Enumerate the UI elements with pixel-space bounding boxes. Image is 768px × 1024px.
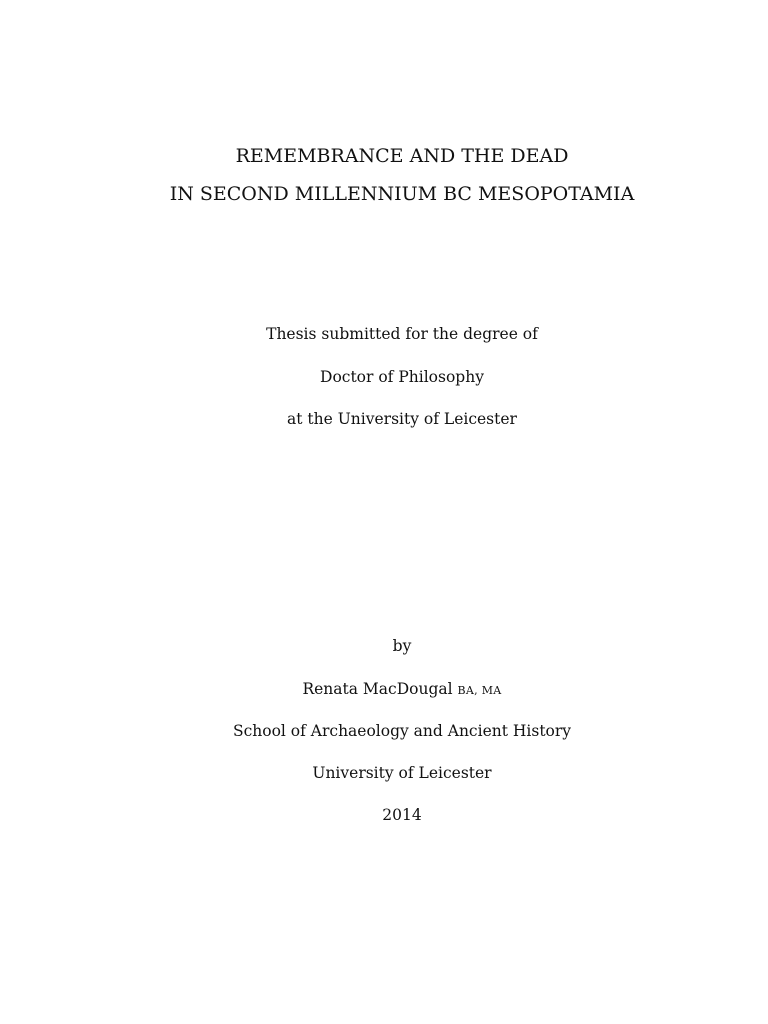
thesis-title-line-2: IN SECOND MILLENNIUM BC MESOPOTAMIA xyxy=(169,183,635,205)
university-name: University of Leicester xyxy=(312,764,492,782)
author-name: Renata MacDougal xyxy=(302,680,453,698)
school-name: School of Archaeology and Ancient History xyxy=(232,722,572,740)
author-qualifications: BA, MA xyxy=(457,684,502,697)
by-label: by xyxy=(392,637,412,655)
degree-statement: Thesis submitted for the degree of xyxy=(266,325,538,343)
submission-year: 2014 xyxy=(382,806,422,824)
thesis-title-line-1: REMEMBRANCE AND THE DEAD xyxy=(235,145,569,167)
author-line xyxy=(0,680,768,698)
degree-institution: at the University of Leicester xyxy=(287,410,517,428)
degree-name: Doctor of Philosophy xyxy=(320,368,484,386)
